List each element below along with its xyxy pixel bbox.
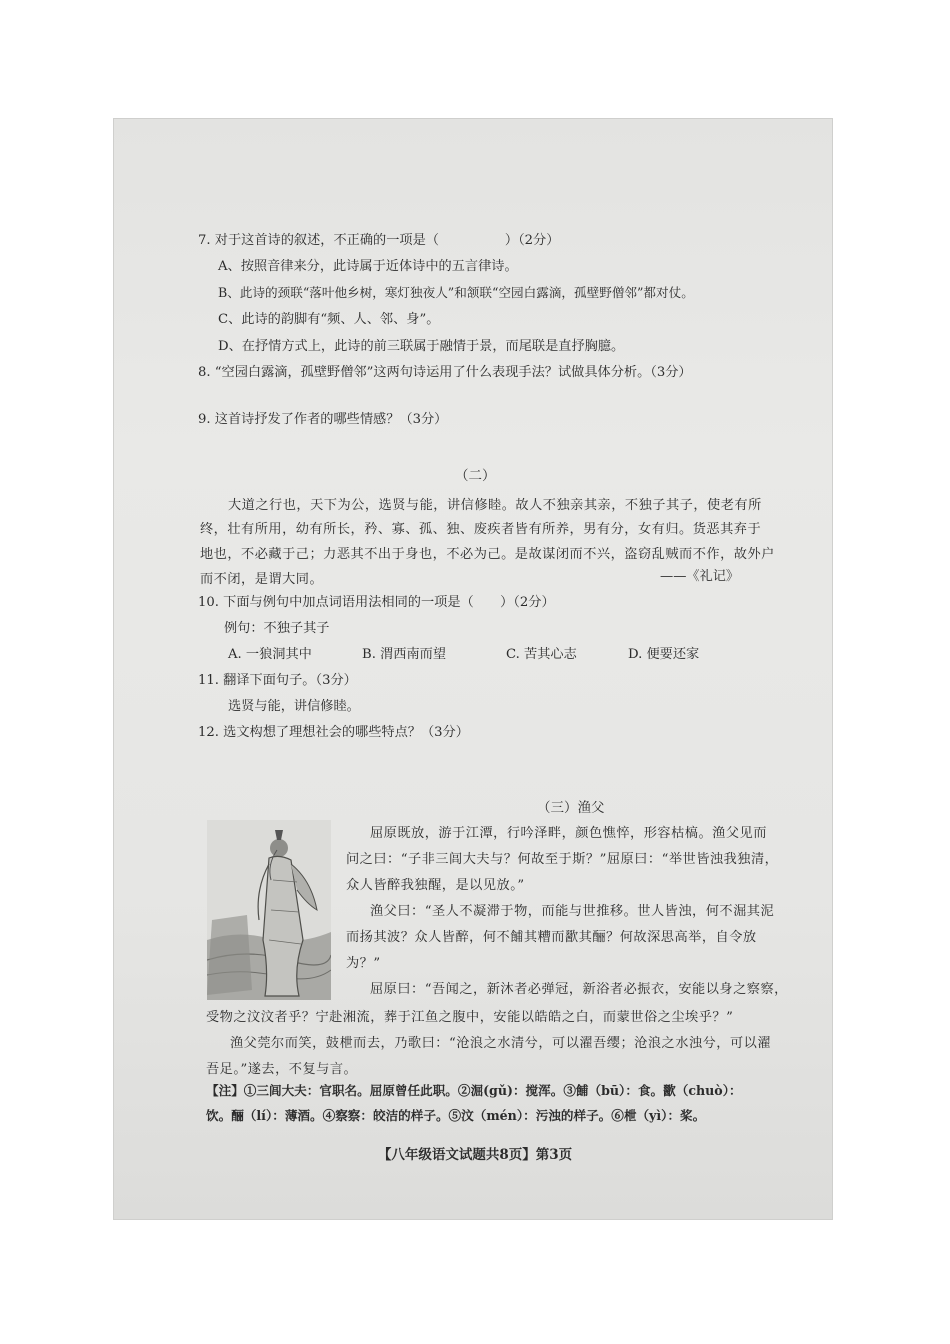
page-footer: 【八年级语文试题共8页】第3页: [377, 1147, 573, 1163]
q7-stem: 7. 对于这首诗的叙述，不正确的一项是（ ）（2分）: [198, 233, 560, 248]
q11-sentence: 选贤与能，讲信修睦。: [228, 699, 360, 714]
section3-line-9: 渔父莞尔而笑，鼓枻而去，乃歌曰：“沧浪之水清兮，可以濯吾缨；沧浪之水浊兮，可以濯: [230, 1036, 772, 1051]
q10-option-a: A. 一狼洞其中: [228, 647, 312, 662]
section3-line-5: 而扬其波？众人皆醉，何不餔其糟而歠其酾？何故深思高举，自令放: [346, 930, 757, 945]
qu-yuan-figure-icon: [207, 820, 331, 1000]
section2-line-1: 大道之行也，天下为公，选贤与能，讲信修睦。故人不独亲其亲，不独子其子，使老有所: [228, 498, 762, 513]
q10-example: 例句：不独子其子: [224, 621, 330, 636]
q7-option-d: D、在抒情方式上，此诗的前三联属于融情于景，而尾联是直抒胸臆。: [218, 339, 625, 354]
section3-notes-1: 【注】①三闾大夫：官职名。屈原曾任此职。②淈(gǔ)：搅浑。③餔（bū）：食。歠（chuò）：: [206, 1083, 742, 1098]
section3-line-7: 屈原曰：“吾闻之，新沐者必弹冠，新浴者必振衣，安能以身之察察，: [370, 982, 788, 997]
section2-title: （二）: [455, 468, 496, 484]
q7-option-b: B、此诗的颈联“落叶他乡树，寒灯独夜人”和颔联“空园白露滴，孤壁野僧邻”都对仗。: [218, 285, 694, 300]
qu-yuan-illustration: [207, 820, 331, 1000]
section2-line-2: 终，壮有所用，幼有所长，矜、寡、孤、独、废疾者皆有所养，男有分，女有归。货恶其弃于: [200, 522, 762, 537]
q7-option-c: C、此诗的韵脚有“频、人、邻、身”。: [218, 312, 440, 327]
section3-notes-2: 饮。酾（lí）：薄酒。④察察：皎洁的样子。⑤汶（mén）：污浊的样子。⑥枻（yì）：桨。: [206, 1108, 706, 1123]
section3-line-10: 吾足。”遂去，不复与言。: [206, 1062, 358, 1077]
q10-option-b: B. 渭西南而望: [362, 647, 447, 662]
section3-line-1: 屈原既放，游于江潭，行吟泽畔，颜色憔悴，形容枯槁。渔父见而: [370, 826, 767, 841]
section3-line-2: 问之曰：“子非三闾大夫与？何故至于斯？”屈原曰：“举世皆浊我独清，: [346, 852, 779, 867]
q11-stem: 11. 翻译下面句子。（3分）: [198, 673, 357, 688]
q10-option-c: C. 苦其心志: [506, 647, 577, 662]
q9-stem: 9. 这首诗抒发了作者的哪些情感？（3分）: [198, 412, 448, 427]
section3-title: （三）渔父: [537, 800, 605, 816]
section3-line-8: 受物之汶汶者乎？宁赴湘流，葬于江鱼之腹中，安能以皓皓之白，而蒙世俗之尘埃乎？”: [206, 1010, 734, 1025]
q7-option-a: A、按照音律来分，此诗属于近体诗中的五言律诗。: [218, 259, 518, 274]
q12-stem: 12. 选文构想了理想社会的哪些特点？（3分）: [198, 725, 469, 740]
section2-line-4: 而不闭，是谓大同。: [200, 572, 324, 587]
section3-line-3: 众人皆醉我独醒，是以见放。”: [346, 878, 525, 893]
section3-line-6: 为？”: [346, 956, 381, 971]
section2-source: ——《礼记》: [660, 569, 740, 584]
q8-stem: 8. “空园白露滴，孤壁野僧邻”这两句诗运用了什么表现手法？试做具体分析。（3分）: [198, 365, 692, 380]
exam-paper: [113, 118, 833, 1220]
section2-line-3: 地也，不必藏于己；力恶其不出于身也，不必为己。是故谋闭而不兴，盗窃乱贼而不作，故外户: [200, 547, 775, 562]
q10-stem: 10. 下面与例句中加点词语用法相同的一项是（ ）（2分）: [198, 595, 555, 610]
q10-option-d: D. 便要还家: [628, 647, 700, 662]
section3-line-4: 渔父曰：“圣人不凝滞于物，而能与世推移。世人皆浊，何不淈其泥: [370, 904, 775, 919]
